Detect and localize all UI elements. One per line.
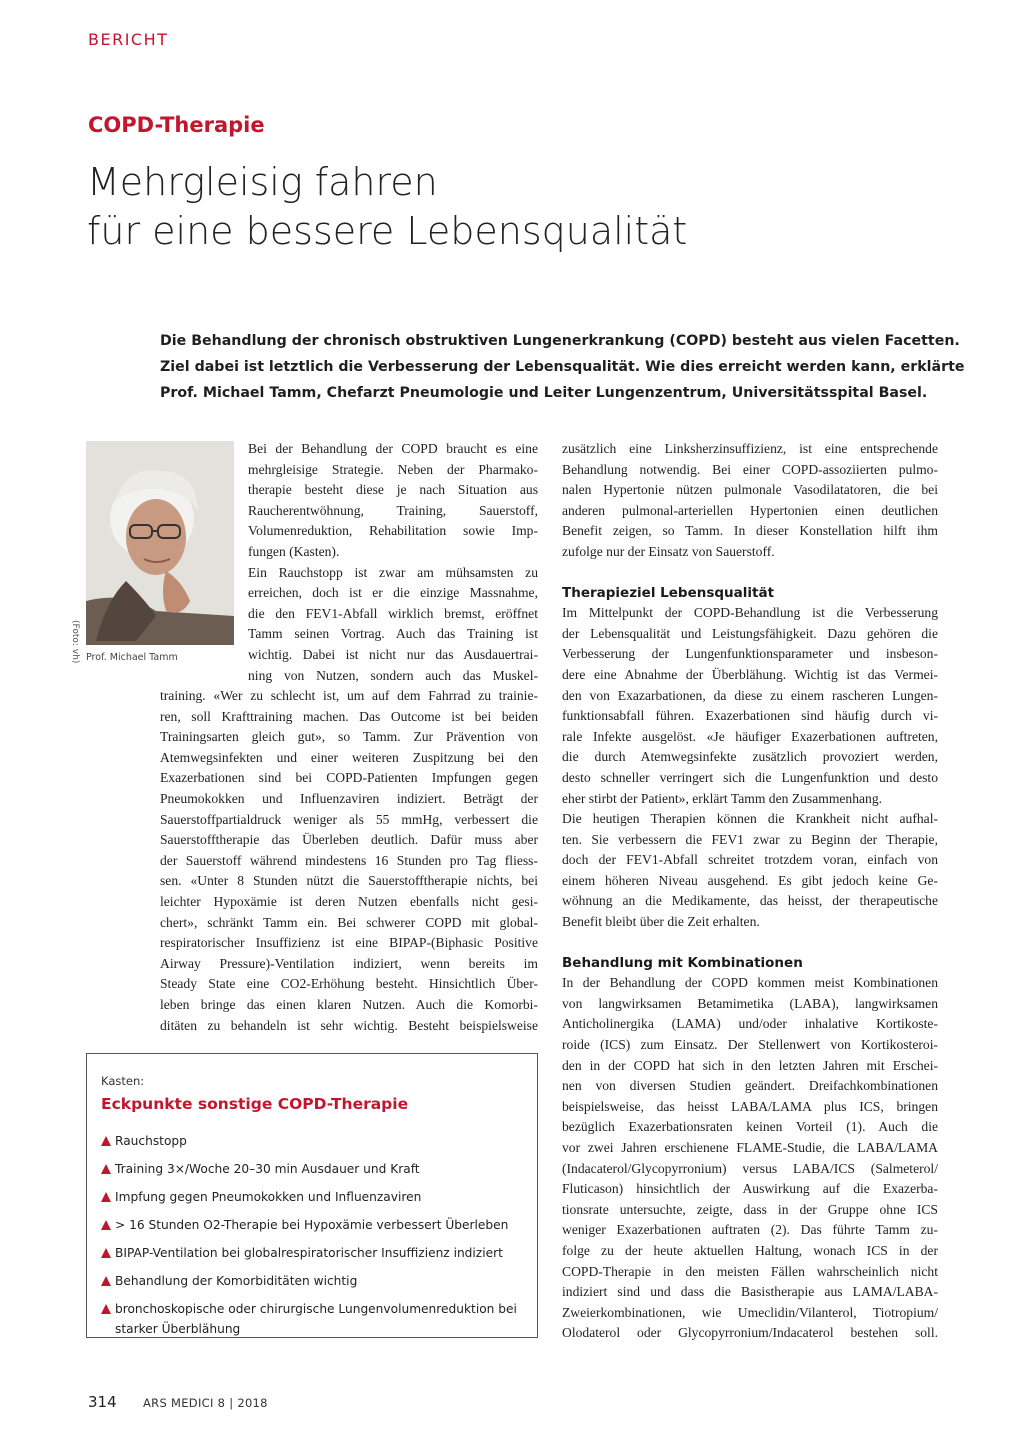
text-line: Benefit bleibt über die Zeit erhalten. (562, 914, 760, 930)
triangle-bullet-icon (101, 1192, 111, 1202)
text-line: fungen (Kasten). (248, 543, 340, 559)
text-line: leben bringe das einen klaren Nutzen. Auch die Komorbi- (160, 996, 538, 1012)
text-line: tionsrate untersuchte, zeigte, dass in der Gruppe ohne ICS (562, 1201, 938, 1217)
triangle-bullet-icon (101, 1276, 111, 1286)
text-line: sen. «Unter 8 Stunden nützt die Sauerstofftherapie nichts, bei (160, 873, 538, 889)
text-line: weniger Exazerbationen auftraten (2). Das führte Tamm zu- (562, 1222, 938, 1238)
list-item: > 16 Stunden O2-Therapie bei Hypoxämie verbessert Überleben (101, 1215, 521, 1235)
text-line: zufolge nur der Einsatz von Sauerstoff. (562, 543, 775, 559)
text-line: Trainingsarten gleich gut», so Tamm. Zur Prävention von (160, 729, 538, 745)
text-line: Ein Rauchstopp ist zwar am mühsamsten zu (248, 564, 538, 580)
list-item: bronchoskopische oder chirurgische Lungenvolumenreduktion bei starker Überblähung (101, 1299, 521, 1339)
text-line: folge zu der heute aktuellen Haltung, wonach ICS in der (562, 1242, 938, 1258)
text-line: leichter Hypoxämie ist deren Nutzen ebenfalls nicht gesi- (160, 893, 538, 909)
triangle-bullet-icon (101, 1304, 111, 1314)
text-line: Olodaterol oder Glycopyrronium/Indacaterol bestehen soll. (562, 1325, 938, 1341)
column-1-top (248, 439, 538, 686)
article-kicker: COPD-Therapie (88, 113, 265, 137)
text-line: erreichen, doch ist er die einzige Massnahme, (248, 585, 538, 601)
headline-line: für eine bessere Lebensqualität (87, 209, 688, 253)
text-line: indiziert sind und dass die Basistherapie aus LAMA/LABA- (562, 1284, 938, 1300)
text-line: chert», schränkt Tamm ein. Bei schwerer COPD mit global- (160, 914, 538, 930)
text-line: Airway Pressure)-Ventilation indiziert, wenn bereits im (160, 955, 538, 971)
text-line: Behandlung notwendig. Bei einer COPD-assoziierten pulmo- (562, 461, 938, 477)
text-line: beispielsweise, das heisst LABA/LAMA plus ICS, bringen (562, 1098, 938, 1114)
text-line: Verbesserung der Lungenfunktionsparameter und insbeson- (562, 646, 938, 662)
text-line: doch der FEV1-Abfall schreitet trotzdem voran, einfach von (562, 852, 938, 868)
text-line: von langwirksamen Betamimetika (LABA), langwirksamen (562, 995, 938, 1011)
list-item: Training 3×/Woche 20–30 min Ausdauer und Kraft (101, 1159, 521, 1179)
triangle-bullet-icon (101, 1164, 111, 1174)
text-line: Raucherentwöhnung, Training, Sauerstoff, (248, 502, 538, 518)
text-line: der Sauerstoff während mindestens 16 Stunden pro Tag fliess- (160, 852, 538, 868)
list-item: BIPAP-Ventilation bei globalrespiratorischer Insuffizienz indiziert (101, 1243, 521, 1263)
lead-line: Ziel dabei ist letztlich die Verbesserung der Lebensqualität. Wie dies erreicht werden kann, erklärte (160, 359, 965, 375)
text-line: desto schneller verringert sich die Lungenfunktion und desto (562, 769, 938, 785)
text-line: einem höheren Niveau ausgehend. Es gibt jedoch keine Ge- (562, 872, 938, 888)
triangle-bullet-icon (101, 1220, 111, 1230)
text-line: Fluticason) hinsichtlich der Auswirkung auf die Exazerba- (562, 1181, 938, 1197)
subheading-therapieziel: Therapieziel Lebensqualität (562, 584, 775, 601)
column-1-bottom (160, 686, 538, 1036)
text-line: zusätzlich eine Linksherzinsuffizienz, ist eine entsprechende (562, 441, 938, 456)
photo-caption: Prof. Michael Tamm (86, 652, 178, 663)
triangle-bullet-icon (101, 1136, 111, 1146)
text-line: Anticholinergika (LAMA) und/oder inhalative Kortikoste- (562, 1016, 938, 1032)
text-line: Die heutigen Therapien können die Krankheit nicht aufhal- (562, 811, 938, 827)
text-line: Bei der Behandlung der COPD braucht es eine (248, 441, 538, 456)
text-line: ten. Sie verbessern die FEV1 zwar zu Beginn der Therapie, (562, 831, 938, 847)
text-line: nalen Hypertonie nützen pulmonale Vasodilatatoren, die bei (562, 482, 938, 498)
lead-paragraph (160, 328, 965, 406)
text-line: respiratorischer Insuffizienz ist eine BIPAP-(Biphasic Positive (160, 935, 538, 951)
text-line: wichtig. Dabei ist nicht nur das Ausdauertrai- (248, 646, 538, 662)
text-line: den von Exazarbationen, da diese zu einem rascheren Lungen- (562, 687, 938, 703)
text-line: (Indacaterol/Glycopyrronium) versus LABA/ICS (Salmeterol/ (562, 1160, 938, 1176)
text-line: therapie besteht diese je nach Situation aus (248, 482, 538, 498)
text-line: anderen pulmonal-arteriellen Hypertonien einen deutlichen (562, 502, 938, 518)
text-line: dere eine Abnahme der Überblähung. Wichtig ist das Vermei- (562, 666, 938, 682)
text-line: bezüglich Exazerbationsraten keinen Vorteil (1). Auch die (562, 1119, 938, 1135)
text-line: Steady State eine CO2-Erhöhung besteht. Hinsichtlich Über- (160, 976, 538, 992)
lead-line: Die Behandlung der chronisch obstruktiven Lungenerkrankung (COPD) besteht aus vielen Facetten. (160, 333, 960, 349)
text-line: den in der COPD hat sich in den letzten Jahren mit Erschei- (562, 1057, 938, 1073)
text-line: ren, soll Krafttraining machen. Das Outcome ist bei beiden (160, 708, 538, 724)
text-line: training. «Wer zu schlecht ist, um auf dem Fahrrad zu trainie- (160, 688, 538, 703)
text-line: ditäten zu behandeln ist sehr wichtig. Besteht beispielsweise (160, 1017, 538, 1033)
text-line: roide (ICS) zum Einsatz. Der Stellenwert von Kortikosteroi- (562, 1037, 938, 1053)
list-item: Rauchstopp (101, 1131, 521, 1151)
text-line: mehrgleisige Strategie. Neben der Pharmako- (248, 461, 538, 477)
text-line: funktionsabfall führen. Exazerbationen sind häufig durch vi- (562, 708, 938, 724)
headline-line: Mehrgleisig fahren (87, 160, 438, 204)
portrait-illustration (86, 441, 234, 645)
text-line: Tamm seinen Vortrag. Auch das Training ist (248, 626, 538, 642)
text-line: wöhnung an die Medikamente, das heisst, der therapeutische (562, 893, 938, 909)
headline (87, 158, 887, 256)
text-line: Exazerbationen sind bei COPD-Patienten Impfungen gegen (160, 770, 538, 786)
lead-line: Prof. Michael Tamm, Chefarzt Pneumologie und Leiter Lungenzentrum, Universitätsspital Basel. (160, 385, 928, 401)
text-line: Atemwegsinfekten und einer weiteren Zuspitzung bei den (160, 749, 538, 765)
page-number: 314 (88, 1393, 117, 1411)
list-item: Behandlung der Komorbiditäten wichtig (101, 1271, 521, 1291)
info-box-list (101, 1131, 521, 1347)
text-line: vor zwei Jahren erschienene FLAME-Studie, die LABA/LAMA (562, 1140, 938, 1155)
info-box-kicker: Kasten: (101, 1074, 145, 1088)
triangle-bullet-icon (101, 1248, 111, 1258)
photo-credit: (Foto: vh) (70, 620, 80, 664)
text-line: der Lebensqualität und Leistungsfähigkeit. Dazu gehören die (562, 625, 938, 641)
text-line: Zweierkombinationen, wie Umeclidin/Vilanterol, Tiotropium/ (562, 1304, 938, 1320)
text-line: Sauerstofftherapie das Überleben deutlich. Dafür muss aber (160, 832, 538, 848)
text-line: In der Behandlung der COPD kommen meist Kombinationen (562, 975, 938, 991)
text-line: die durch Atemwegsinfekte zusätzlich provoziert werden, (562, 749, 938, 765)
journal-issue: ARS MEDICI 8 | 2018 (143, 1396, 268, 1410)
text-line: die den FEV1-Abfall wirklich bremst, eröffnet (248, 605, 538, 621)
portrait-photo (86, 441, 234, 645)
text-line: Im Mittelpunkt der COPD-Behandlung ist die Verbesserung (562, 605, 938, 621)
info-box-title: Eckpunkte sonstige COPD-Therapie (101, 1095, 409, 1113)
text-line: eher stirbt der Patient», erklärt Tamm den Zusammenhang. (562, 790, 883, 806)
text-line: rale Infekte ausgelöst. «Je häufiger Exazerbationen auftreten, (562, 728, 938, 744)
list-item: Impfung gegen Pneumokokken und Influenzaviren (101, 1187, 521, 1207)
text-line: Pneumokokken und Influenzaviren indiziert. Beträgt der (160, 790, 538, 806)
column-2 (562, 439, 938, 1344)
text-line: Sauerstoffpartialdruck weniger als 55 mmHg, verbessert die (160, 811, 538, 827)
text-line: COPD-Therapie in den meisten Fällen wahrscheinlich nicht (562, 1263, 938, 1279)
text-line: Volumenreduktion, Rehabilitation sowie Imp- (248, 523, 538, 539)
text-line: ning von Nutzen, sondern auch das Muskel- (248, 667, 538, 683)
section-label: BERICHT (88, 30, 169, 49)
text-line: nen von diversen Studien geändert. Dreifachkombinationen (562, 1078, 938, 1094)
subheading-kombinationen: Behandlung mit Kombinationen (562, 954, 803, 971)
text-line: Benefit zeigen, so Tamm. In dieser Konstellation hilft ihm (562, 523, 938, 539)
